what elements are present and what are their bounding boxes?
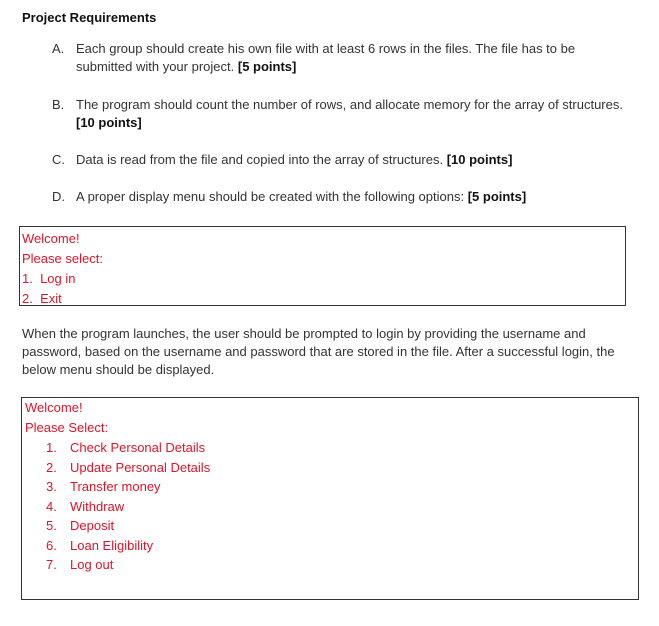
requirement-c — [52, 151, 632, 169]
option-label: Loan Eligibility — [70, 537, 154, 553]
requirement-d — [52, 188, 632, 206]
requirement-letter: B. — [52, 97, 65, 112]
option-number: 3. — [46, 479, 57, 494]
menu-prompt: Please select: — [22, 251, 103, 266]
option-label: Deposit — [70, 518, 115, 533]
option-label: Check Personal Details — [70, 440, 206, 455]
option-label: Update Personal Details — [70, 459, 211, 475]
menu-option-withdraw — [25, 497, 638, 517]
option-number: 4. — [46, 498, 57, 514]
requirement-points: [10 points] — [446, 152, 513, 167]
option-number: 2. — [22, 291, 33, 306]
option-number: 1. — [22, 271, 33, 286]
requirement-b — [52, 96, 632, 132]
option-number: 5. — [46, 518, 57, 533]
requirement-text: The program should count the number of rows, and allocate memory for the array of structures. — [76, 97, 623, 112]
option-label: Withdraw — [70, 498, 125, 514]
requirement-letter: D. — [52, 189, 65, 204]
option-number: 2. — [46, 459, 57, 475]
option-number: 6. — [46, 537, 57, 553]
requirement-text: Each group should create his own file with at least 6 rows in the files. The file has to be submitted with your project. — [76, 41, 576, 74]
login-menu-box — [19, 226, 626, 306]
menu-option-deposit — [25, 516, 638, 536]
requirement-text: Data is read from the file and copied into the array of structures. — [76, 152, 444, 167]
menu-option-check-details — [25, 438, 638, 458]
menu-option-logout — [25, 555, 638, 575]
requirement-text: A proper display menu should be created with the following options: — [76, 189, 465, 204]
page-title: Project Requirements — [22, 10, 157, 25]
menu-welcome: Welcome! — [22, 231, 80, 246]
requirement-points: [5 points] — [467, 189, 527, 204]
login-description: When the program launches, the user should be prompted to login by providing the username and password, based on the username and password that are stored in the file. After a successful login, the below menu should be displayed. — [22, 326, 615, 377]
option-label: Log in — [40, 271, 76, 286]
option-label: Exit — [40, 291, 62, 306]
requirement-letter: A. — [52, 41, 65, 56]
menu-option-transfer — [25, 477, 638, 497]
menu-option-exit — [22, 289, 625, 309]
menu-prompt: Please Select: — [25, 420, 109, 435]
menu-option-update-details — [25, 458, 638, 478]
menu-welcome: Welcome! — [25, 400, 83, 415]
option-number: 7. — [46, 557, 57, 572]
main-menu-box — [21, 397, 639, 600]
option-label: Transfer money — [70, 479, 161, 494]
requirement-letter: C. — [52, 152, 65, 167]
option-label: Log out — [70, 557, 114, 572]
requirement-points: [5 points] — [237, 59, 297, 74]
requirement-a — [52, 40, 632, 76]
menu-option-login — [22, 269, 625, 289]
requirement-points: [10 points] — [76, 115, 142, 130]
option-number: 1. — [46, 440, 57, 455]
menu-option-loan — [25, 536, 638, 556]
